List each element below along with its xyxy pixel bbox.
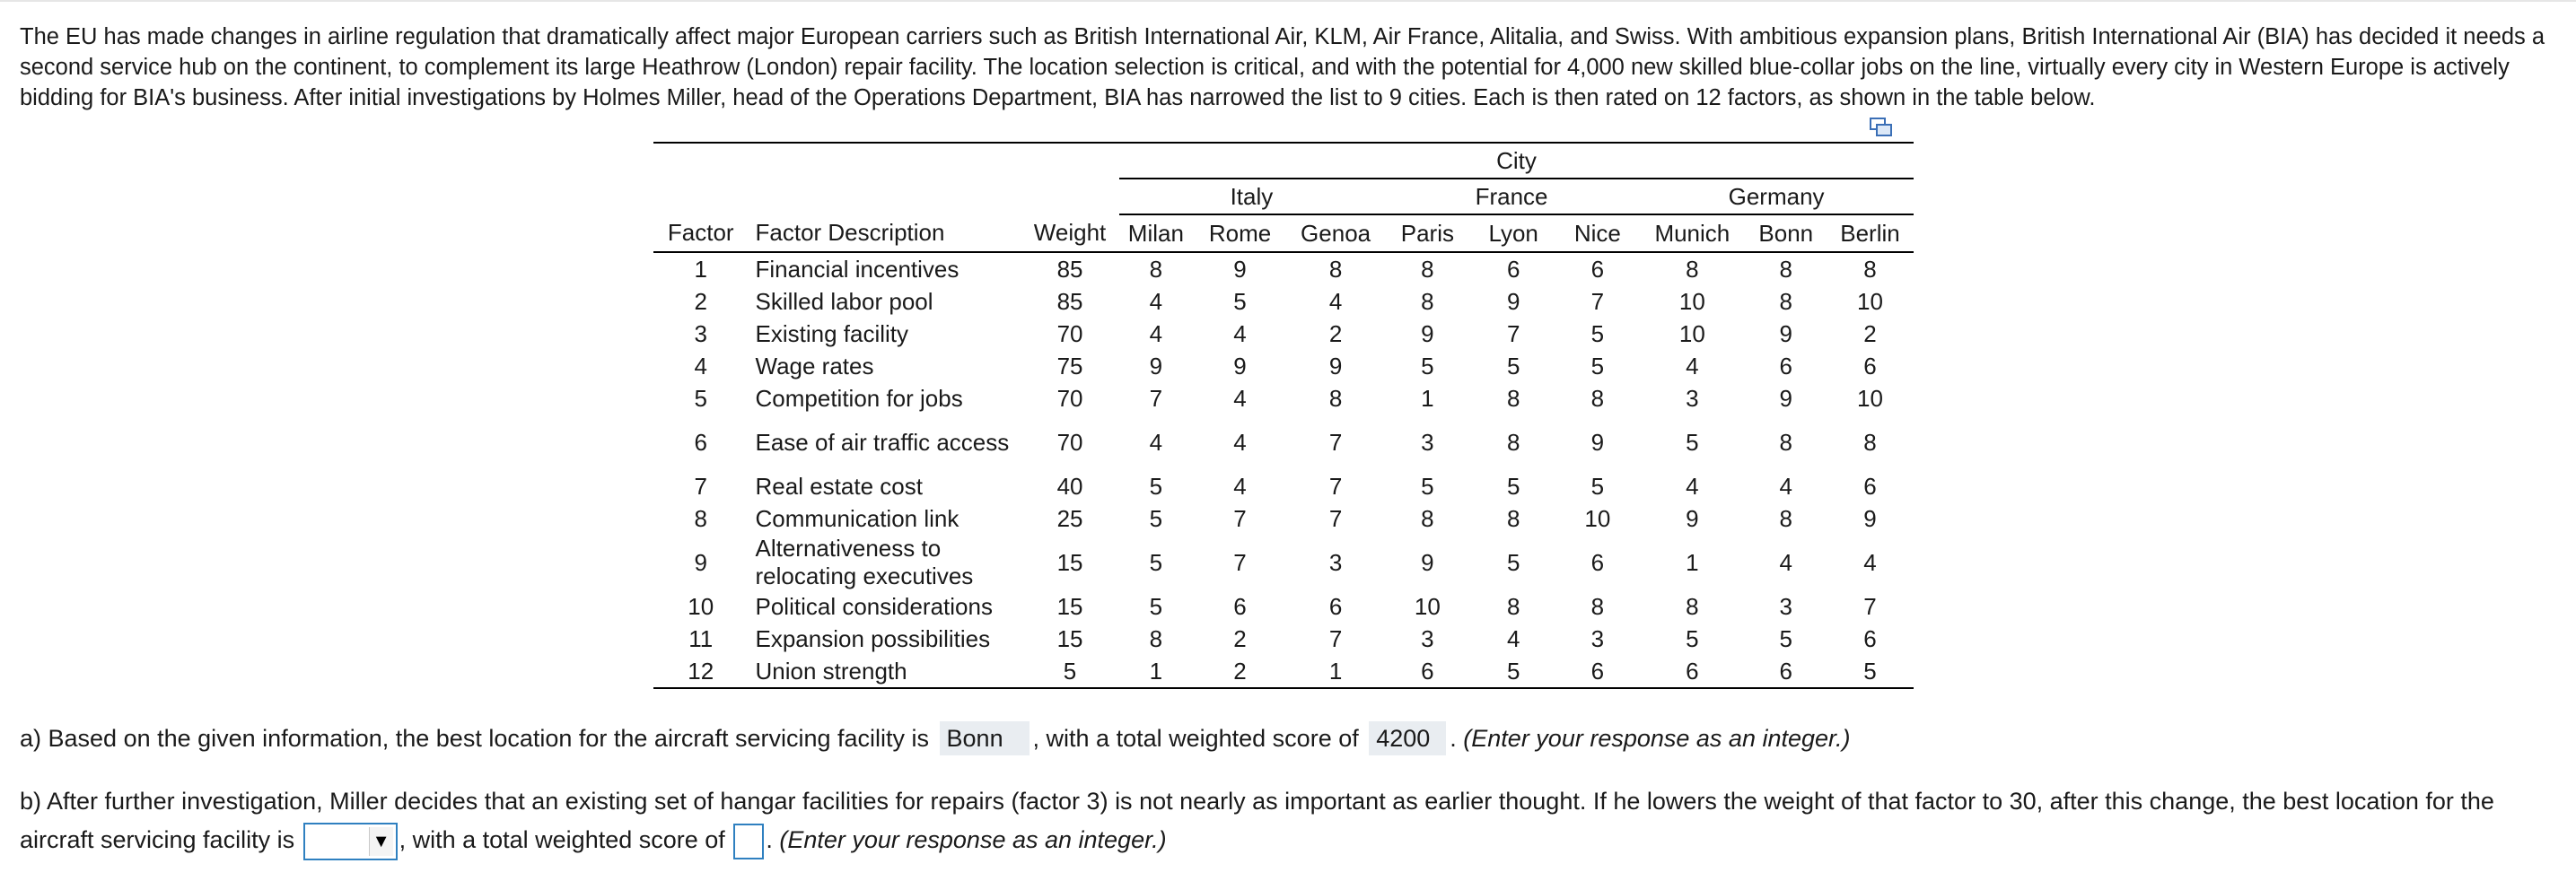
city-score: 8 [1421,504,1434,532]
city-score: 4 [1506,624,1520,652]
city-score: 5 [1827,655,1914,688]
city-score: 6 [1590,255,1605,283]
factor-description: Real estate cost [755,472,923,500]
city-score: 5 [1590,472,1605,500]
city-score: 8 [1328,255,1343,283]
country-germany: Germany [1639,179,1914,214]
city-score: 5 [1506,548,1520,576]
header-city: Paris [1384,214,1471,252]
factor-weight: 75 [1056,352,1083,379]
factor-weight: 85 [1056,255,1083,283]
city-score: 8 [1328,384,1343,412]
city-score: 5 [1506,472,1520,500]
factor-number: 2 [694,287,707,315]
city-score: 7 [1506,319,1520,347]
city-score: 1 [1287,655,1384,688]
factor-number: 9 [694,548,707,576]
factor-weight: 70 [1056,384,1083,412]
city-score: 4 [1233,384,1247,412]
city-score: 8 [1506,428,1520,456]
city-score: 9 [1233,255,1247,283]
factor-number: 6 [694,428,707,456]
factor-weight: 15 [1056,624,1083,652]
city-score: 8 [1863,255,1877,283]
city-score: 5 [1421,472,1434,500]
factor-description: Competition for jobs [755,384,963,412]
city-score: 4 [1149,428,1163,456]
country-france: France [1384,179,1639,214]
table-row [653,382,1914,414]
city-score: 4 [1779,548,1793,576]
city-score: 5 [1506,352,1520,379]
table-row [653,502,1914,535]
city-score: 8 [1421,287,1434,315]
city-score: 5 [1149,504,1163,532]
answer-a-city[interactable]: Bonn [940,721,1030,755]
city-score: 2 [1233,624,1247,652]
city-score: 8 [1506,384,1520,412]
factor-number: 12 [653,655,749,688]
city-score: 5 [1590,319,1605,347]
city-score: 9 [1779,384,1793,412]
city-score: 9 [1328,352,1343,379]
city-score: 4 [1233,472,1247,500]
city-score: 8 [1779,428,1793,456]
top-divider [0,0,2576,2]
dropdown-arrow-icon: ▼ [369,827,393,856]
question-b-prefix: b) After further investigation, Miller decides that an existing set of hangar facilities for repairs (factor 3) is not nearly as important as earlier thought. If he lowers the weight of that factor to 30, after this change, the best location for the aircraft servicing facility is [20,788,2494,853]
city-score: 4 [1233,319,1247,347]
city-score: 9 [1149,352,1163,379]
city-score: 5 [1686,624,1699,652]
city-score: 10 [1584,504,1611,532]
header-city: Munich [1639,214,1745,252]
city-score: 5 [1149,548,1163,576]
city-score: 8 [1149,624,1163,652]
header-factor-description: Factor Description [749,214,1021,252]
city-score: 7 [1233,504,1247,532]
city-score: 9 [1779,319,1793,347]
city-select-dropdown[interactable] [303,823,398,860]
city-score: 6 [1863,472,1877,500]
city-score: 5 [1421,352,1434,379]
city-score: 6 [1779,352,1793,379]
city-score: 3 [1421,428,1434,456]
factor-description: Union strength [749,655,1021,688]
city-score: 8 [1149,255,1163,283]
city-score: 7 [1328,504,1343,532]
header-city: Berlin [1827,214,1914,252]
city-score: 1 [1686,548,1699,576]
factor-description: Ease of air traffic access [755,428,1010,456]
factor-number: 3 [694,319,707,347]
factor-weight: 70 [1056,319,1083,347]
city-score: 9 [1863,504,1877,532]
factor-description: Wage rates [755,352,874,379]
question-b [20,782,2551,860]
factor-weight: 5 [1021,655,1119,688]
factor-number: 4 [694,352,707,379]
city-score: 5 [1590,352,1605,379]
country-italy: Italy [1119,179,1384,214]
city-score: 4 [1328,287,1343,315]
table-row [653,350,1914,382]
factor-weight: 40 [1056,472,1083,500]
city-score: 6 [1746,655,1827,688]
question-a-period: . [1450,725,1457,752]
city-score: 8 [1506,504,1520,532]
table-row [653,285,1914,318]
table-row [653,470,1914,502]
header-factor: Factor [653,214,749,252]
table-row [653,655,1914,688]
city-score: 3 [1779,592,1793,620]
question-a [20,721,1851,755]
factor-number: 8 [694,504,707,532]
city-score: 6 [1863,352,1877,379]
factor-weight: 25 [1056,504,1083,532]
question-b-middle: , with a total weighted score of [399,826,725,853]
city-score: 9 [1233,352,1247,379]
factor-description: Financial incentives [755,255,959,283]
factor-number: 1 [694,255,707,283]
city-score: 8 [1779,504,1793,532]
city-score: 5 [1779,624,1793,652]
city-score: 5 [1233,287,1247,315]
city-score: 10 [1678,287,1705,315]
factor-number: 7 [694,472,707,500]
ratings-table [653,142,1914,689]
city-score: 7 [1863,592,1877,620]
factor-number: 11 [688,624,714,652]
factor-weight: 15 [1056,592,1083,620]
answer-a-score[interactable]: 4200 [1369,721,1446,755]
city-score: 4 [1863,548,1877,576]
city-score: 8 [1686,255,1699,283]
factor-description: Expansion possibilities [755,624,991,652]
city-score: 1 [1421,384,1434,412]
city-score: 9 [1421,548,1434,576]
city-score: 6 [1590,548,1605,576]
city-score: 3 [1686,384,1699,412]
table-body [653,252,1914,688]
factor-weight: 85 [1056,287,1083,315]
city-score: 4 [1149,319,1163,347]
city-score: 2 [1193,655,1288,688]
city-score: 9 [1686,504,1699,532]
question-a-prefix: a) Based on the given information, the best location for the aircraft servicing facility is [20,725,930,752]
city-score: 10 [1857,287,1883,315]
city-score: 4 [1686,472,1699,500]
factor-number: 5 [694,384,707,412]
table-row [653,252,1914,285]
city-score: 6 [1233,592,1247,620]
city-score: 8 [1590,592,1605,620]
header-city: Milan [1119,214,1193,252]
header-city: Rome [1193,214,1288,252]
factor-description: Communication link [755,504,959,532]
city-score: 8 [1686,592,1699,620]
question-a-middle: , with a total weighted score of [1032,725,1359,752]
city-score: 4 [1233,428,1247,456]
city-score: 7 [1590,287,1605,315]
city-score: 3 [1328,548,1343,576]
table-row [653,414,1914,470]
problem-intro: The EU has made changes in airline regulation that dramatically affect major European carriers such as British International Air, KLM, Air France, Alitalia, and Swiss. With ambitious expansion plans, British International Air (BIA) has decided it needs a second service hub on the continent, to complement its large Heathrow (London) repair facility. The location selection is critical, and with the potential for 4,000 new skilled blue-collar jobs on the line, virtually every city in Western Europe is actively bidding for BIA's business. After initial investigations by Holmes Miller, head of the Operations Department, BIA has narrowed the list to 9 cities. Each is then rated on 12 factors, as shown in the table below. [20,24,2545,110]
city-score: 7 [1328,624,1343,652]
city-score: 5 [1686,428,1699,456]
header-city: Bonn [1746,214,1827,252]
city-score: 9 [1506,287,1520,315]
city-score: 4 [1779,472,1793,500]
city-score: 2 [1328,319,1343,347]
factor-weight: 15 [1056,548,1083,576]
city-score: 6 [1556,655,1640,688]
header-city: Nice [1556,214,1640,252]
city-score: 6 [1639,655,1745,688]
city-score: 10 [1678,319,1705,347]
header-city: Lyon [1471,214,1556,252]
score-input[interactable] [733,824,764,859]
city-score: 5 [1149,472,1163,500]
table-row [653,590,1914,623]
city-score: 7 [1328,428,1343,456]
city-score: 3 [1421,624,1434,652]
city-score: 7 [1328,472,1343,500]
city-score: 6 [1506,255,1520,283]
factor-number: 10 [688,592,714,620]
city-score: 4 [1686,352,1699,379]
city-score: 10 [1414,592,1441,620]
city-score: 6 [1863,624,1877,652]
header-city: Genoa [1287,214,1384,252]
city-score: 7 [1233,548,1247,576]
city-score: 8 [1506,592,1520,620]
factor-description: Alternativeness to relocating executives [755,535,974,589]
city-score: 5 [1471,655,1556,688]
factor-description: Political considerations [755,592,993,620]
city-score: 6 [1328,592,1343,620]
copy-table-icon[interactable] [1870,118,1893,137]
city-score: 4 [1149,287,1163,315]
city-score: 9 [1421,319,1434,347]
header-weight: Weight [1021,214,1119,252]
city-score: 5 [1149,592,1163,620]
question-b-hint: (Enter your response as an integer.) [779,826,1167,853]
table-row [653,623,1914,655]
city-score: 9 [1590,428,1605,456]
city-score: 8 [1590,384,1605,412]
city-score: 1 [1119,655,1193,688]
table-row [653,535,1914,590]
city-score: 3 [1590,624,1605,652]
city-score: 8 [1779,255,1793,283]
city-header: City [1119,143,1914,179]
table-row [653,318,1914,350]
question-b-period: . [766,826,773,853]
factor-description: Existing facility [755,319,908,347]
factor-description: Skilled labor pool [755,287,933,315]
city-score: 8 [1421,255,1434,283]
city-score: 10 [1857,384,1883,412]
question-a-hint: (Enter your response as an integer.) [1463,725,1851,752]
city-score: 2 [1863,319,1877,347]
city-score: 7 [1149,384,1163,412]
city-score: 6 [1384,655,1471,688]
city-score: 8 [1863,428,1877,456]
city-score: 8 [1779,287,1793,315]
factor-weight: 70 [1056,428,1083,456]
